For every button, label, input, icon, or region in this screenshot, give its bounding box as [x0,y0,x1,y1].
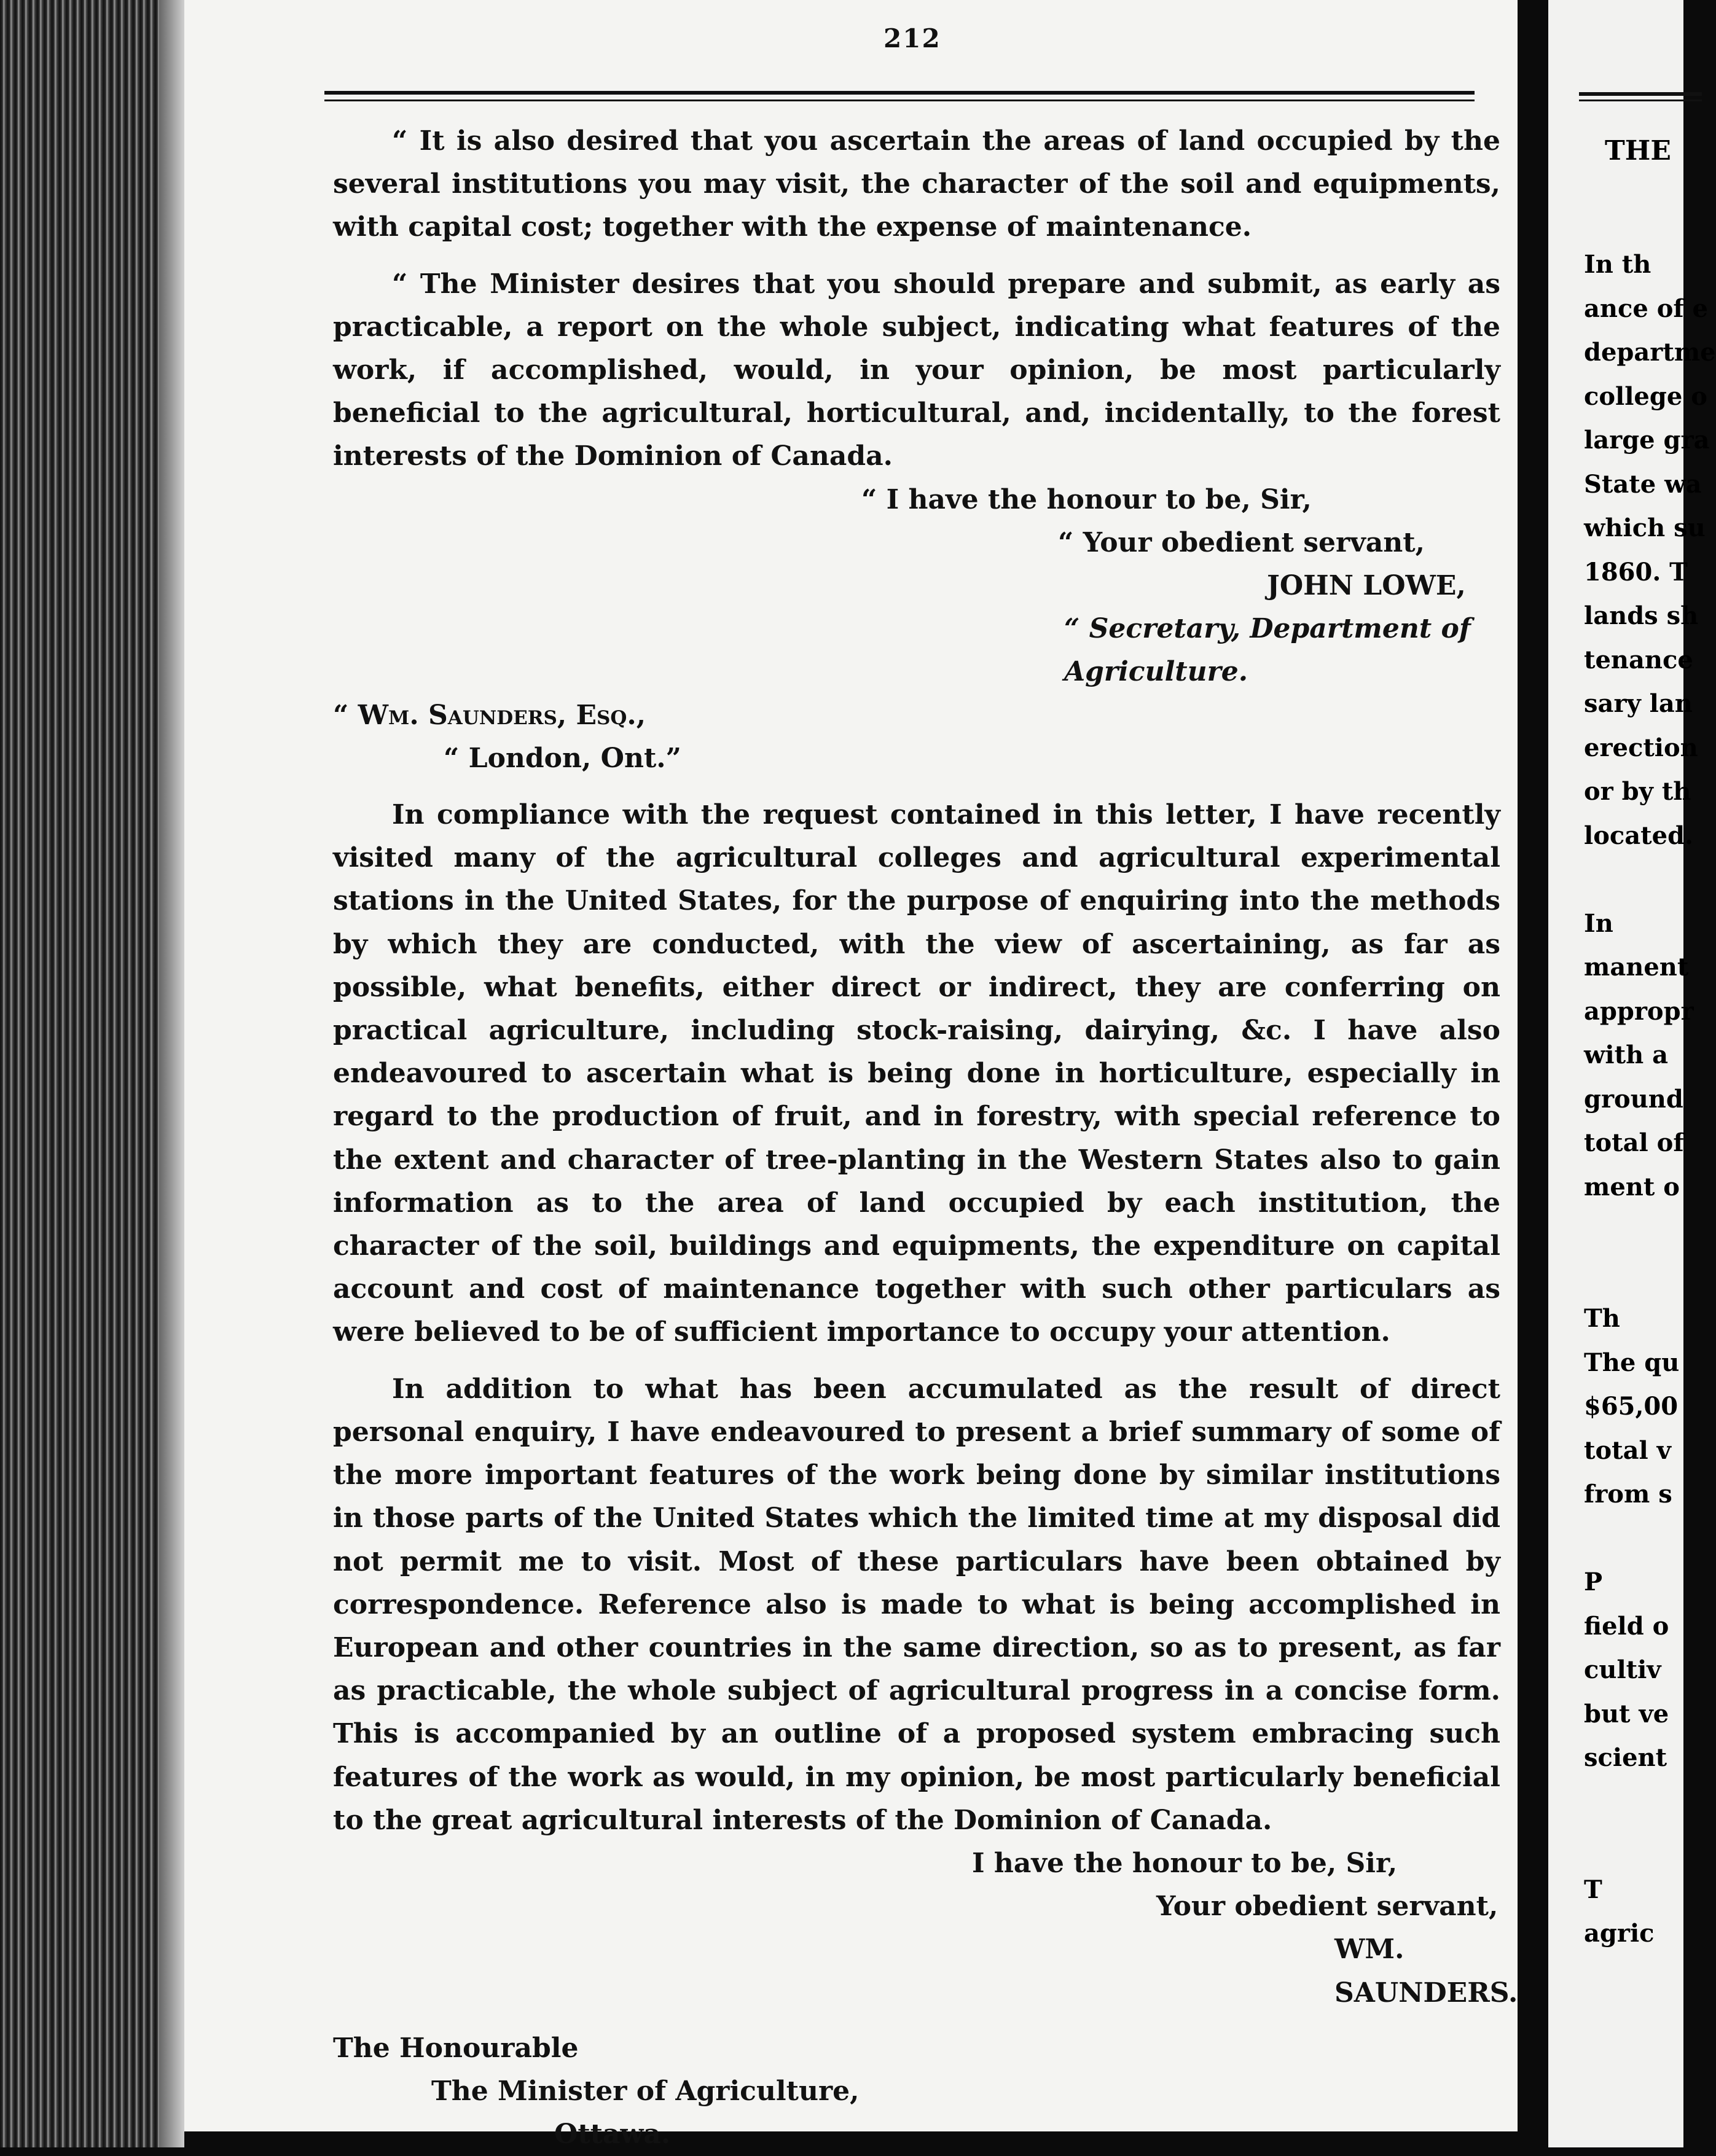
facing-page-line: college o [1584,381,1707,411]
facing-page-line: departme [1584,338,1716,367]
paragraph-4: In addition to what has been accumulated as the result of direct personal enquiry, I have endeavoured to present a brief summary of some of the more important features of the work being done by similar institutions in those parts of the United States which the limited time at my disposal did not permit me to visit. Most of these particulars have been obtained by correspondence. Reference also is made to what is being accomplished in European and other countries in the same direction, so as to present, as far as practicable, the whole subject of agricultural progress in a concise form. This is accompanied by an outline of a proposed system embracing such features of the work as would, in my opinion, be most particularly beneficial to the great agricultural interests of the Dominion of Canada. [333,1373,1500,1836]
document-page [184,0,1518,2150]
facing-page-line: located. [1584,821,1693,850]
facing-page-line: but ve [1584,1699,1669,1728]
facing-page-line: The qu [1584,1348,1680,1377]
facing-page-line: ment o [1584,1172,1680,1201]
facing-page-line: In th [1584,250,1651,279]
report-close-line-2: Your obedient servant, [1156,1891,1499,1923]
facing-page-line: P [1584,1568,1603,1596]
facing-page-line: which su [1584,514,1706,542]
body-text [333,120,1518,2156]
facing-page-line: erection [1584,733,1698,762]
facing-page-line: appropr [1584,996,1694,1026]
facing-page-line: lands sh [1584,601,1699,630]
facing-page-line: tenance [1584,645,1693,674]
page-number: 212 [883,23,941,53]
facing-page-line: total of [1584,1128,1684,1157]
facing-page-line: In [1584,908,1613,938]
recipient-line-2: The Minister of Agriculture, [431,2075,860,2107]
addressee-line-2: “ London, Ont.” [444,742,681,774]
facing-page [1548,0,1716,2147]
addressee-line-1: “ Wm. Saunders, Esq., [333,699,646,731]
facing-header-rule-thin [1579,100,1702,101]
letter-signatory-name: JOHN LOWE, [1267,570,1466,602]
header-rule-thin [324,100,1475,101]
facing-page-line: scient [1584,1743,1667,1772]
facing-page-line [1584,1824,1716,1868]
facing-page-line: 1860. T [1584,557,1688,587]
book-page-edges [0,0,184,2147]
facing-page-line: total v [1584,1435,1671,1465]
recipient-line-3: Ottawa. [554,2119,671,2150]
letter-close-line-1: “ I have the honour to be, Sir, [861,483,1312,515]
facing-page-line: State wa [1584,469,1702,499]
facing-page-line: ground [1584,1084,1683,1114]
facing-page-text [1584,243,1716,1956]
facing-page-line: manent [1584,953,1689,982]
facing-page-line: with a [1584,1041,1669,1069]
facing-page-line [1584,1253,1716,1297]
facing-page-line: agric [1584,1919,1655,1948]
facing-page-line: from s [1584,1480,1672,1509]
facing-page-line: large gra [1584,426,1710,455]
facing-page-line: Th [1584,1304,1620,1333]
recipient-line-1: The Honourable [333,2032,579,2064]
report-close-line-1: I have the honour to be, Sir, [972,1847,1398,1879]
header-rule [324,91,1475,95]
report-signatory-name: WM. SAUNDERS. [1334,1934,1518,2009]
facing-page-line: sary lan [1584,689,1693,718]
facing-page-line: $65,00 [1584,1392,1679,1421]
facing-header-rule [1579,92,1702,96]
paragraph-1: “ It is also desired that you ascertain the areas of land occupied by the several institutions you may visit, the character of the soil and equipments, with capital cost; together with the expense of maintenance. [333,125,1500,243]
facing-page-line: ance of e [1584,294,1708,323]
letter-close-line-2: “ Your obedient servant, [1058,526,1425,558]
facing-page-line [1584,1209,1716,1253]
paragraph-3: In compliance with the request contained in this letter, I have recently visited many of the agricultural colleges and agricultural experimental stations in the United States, for the purpose of enquiring into the methods by which they are conducted, with the view of ascertaining, as far as possible, what benefits, either direct or indirect, they are conferring on practical agriculture, including stock-raising, dairying, &c. I have also endeavoured to ascertain what is being done in horticulture, especially in regard to the production of fruit, and in forestry, with special reference to the extent and character of tree-planting in the Western States also to gain information as to the area of land occupied by each institution, the character of the soil, buildings and equipments, the expenditure on capital account and cost of maintenance together with such other particulars as were believed to be of sufficient importance to occupy your attention. [333,799,1500,1348]
facing-page-line: T [1584,1875,1602,1904]
facing-page-line [1584,1780,1716,1824]
letter-signatory-title: “ Secretary, Department of Agriculture. [1064,613,1471,688]
facing-page-heading: THE [1605,135,1671,166]
facing-page-line [1584,1517,1716,1561]
paragraph-2: “ The Minister desires that you should prepare and submit, as early as practicable, a report on the whole subject, indicating what features of the work, if accomplished, would, in your opinion, be most particularly beneficial to the agricultural, horticultural, and, incidentally, to the forest interests of the Dominion of Canada. [333,268,1500,472]
facing-page-line [1584,857,1716,902]
facing-page-line: field o [1584,1611,1669,1641]
facing-page-line: or by th [1584,777,1691,806]
facing-page-line: cultiv [1584,1655,1661,1684]
